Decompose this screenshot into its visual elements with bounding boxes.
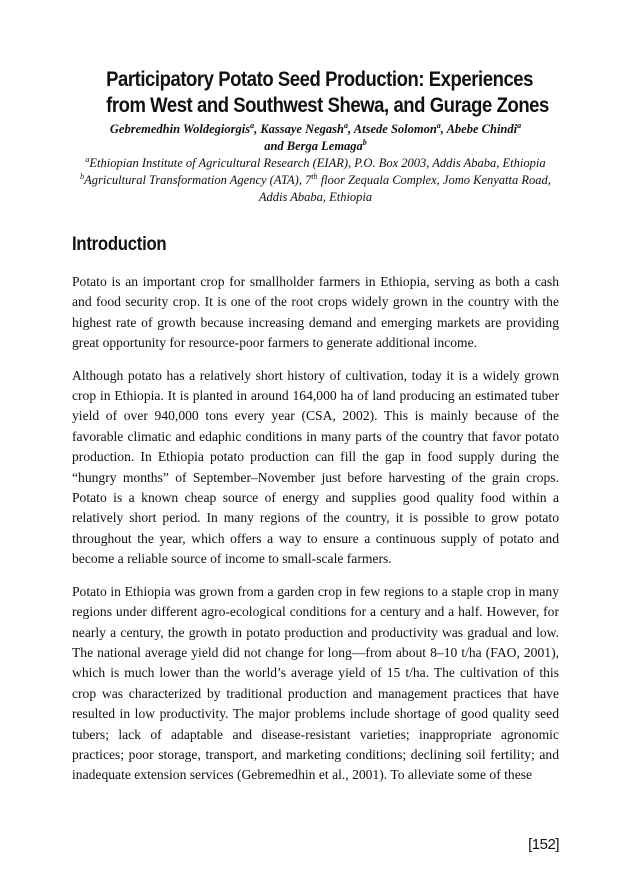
affiliations	[72, 155, 559, 206]
author-1: Gebremedhin Woldegiorgis	[109, 122, 251, 136]
affiliation-b-line-2: Addis Ababa, Ethiopia	[258, 190, 373, 204]
affiliation-mark: a	[344, 120, 348, 130]
ordinal-suffix: th	[311, 171, 318, 181]
body-paragraph-1: Potato is an important crop for smallholder farmers in Ethiopia, serving as both a cash and food security crop. It is one of the root crops widely grown in the country with the highest rate of growth because increasing demand and emerging markets are providing great opportunity for resource-poor farmers to generate additional income.	[72, 274, 559, 351]
affiliation-b-text-cont: floor Zequala Complex, Jomo Kenyatta Road,	[317, 173, 551, 187]
affiliation-a-text: Ethiopian Institute of Agricultural Research (EIAR), P.O. Box 2003, Addis Ababa, Ethiopia	[89, 156, 546, 170]
affiliation-a	[72, 155, 559, 172]
affiliation-mark: b	[362, 137, 367, 147]
author-list	[72, 121, 559, 155]
affiliation-b	[72, 172, 559, 189]
author-4: Abebe Chindi	[446, 122, 518, 136]
section-heading-introduction: Introduction	[72, 234, 167, 255]
page-number: [152]	[528, 836, 559, 853]
author-line-2	[72, 138, 559, 155]
author-3: Atsede Solomon	[353, 122, 437, 136]
paper-title	[106, 66, 549, 118]
affiliation-b-text: Agricultural Transformation Agency (ATA), 7	[84, 173, 312, 187]
author-separator: ,	[348, 122, 354, 136]
affiliation-mark: a	[436, 120, 441, 130]
affiliation-mark: a	[517, 120, 522, 130]
author-5: and Berga Lemaga	[264, 139, 363, 153]
paper-title-line-1: Participatory Potato Seed Production: Experiences	[106, 67, 534, 91]
body-paragraph-2: Although potato has a relatively short history of cultivation, today it is a widely grown crop in Ethiopia. It is planted in around 164,000 ha of land producing an estimated tuber yield of over 940,000 tons every year (CSA, 2002). This is mainly because of the favorable climatic and edaphic conditions in many parts of the country that favor potato production. In Ethiopia potato production can fill the gap in food supply during the “hungry months” of September–November just before harvesting of the grain crops. Potato is a known cheap source of energy and supplies good quality food within a relatively short period. In many regions of the country, it is possible to grow potato throughout the year, which offers a way to ensure a continuous supply of potato and become a reliable source of income to small-scale farmers.	[72, 367, 559, 567]
affiliation-b-mark: b	[80, 171, 85, 181]
body-paragraph-3: Potato in Ethiopia was grown from a garden crop in few regions to a staple crop in many regions under different agro-ecological conditions for a century and a half. However, for nearly a century, the growth in potato production and productivity was gradual and low. The national average yield did not change for long—from about 8–10 t/ha (FAO, 2001), which is much lower than the world’s average yield of 15 t/ha. The cultivation of this crop was characterized by traditional production and management practices that have resulted in low productivity. The major problems include shortage of good quality seed tubers; lack of adaptable and disease-resistant varieties; inappropriate agronomic practices; poor storage, transport, and marketing conditions; declining soil fertility; and inadequate extension services (Gebremedhin et al., 2001). To alleviate some of these	[72, 583, 559, 783]
author-2: Kassaye Negash	[260, 122, 344, 136]
author-separator: ,	[254, 122, 261, 136]
author-line-1	[72, 121, 559, 138]
author-separator: ,	[440, 122, 447, 136]
affiliation-mark: a	[250, 120, 255, 130]
affiliation-a-mark: a	[85, 154, 90, 164]
paper-title-line-2: from West and Southwest Shewa, and Gurage Zones	[106, 93, 549, 117]
